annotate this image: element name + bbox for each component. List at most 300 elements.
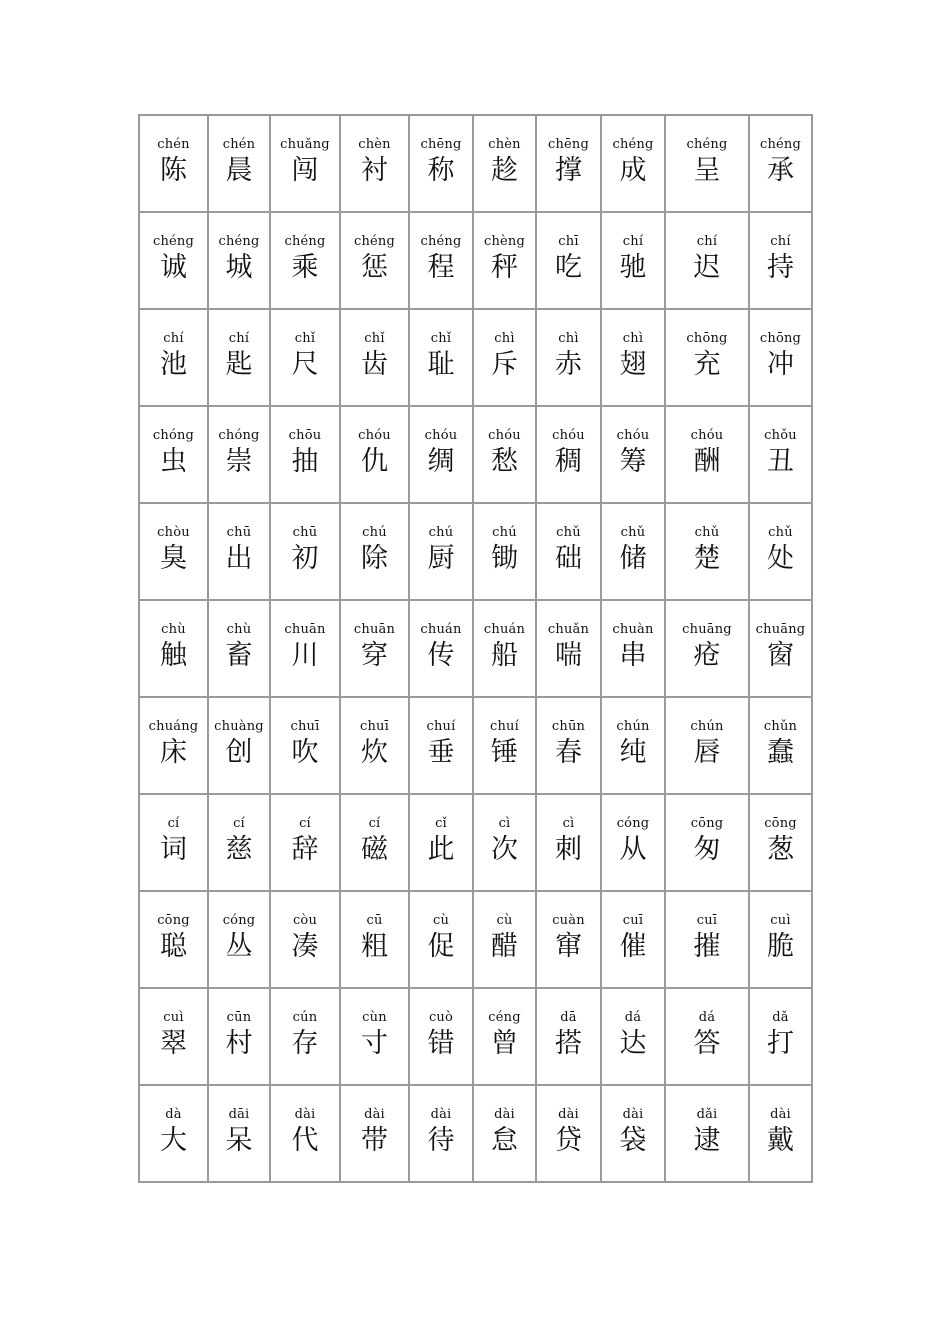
pinyin-label: chù <box>161 622 186 637</box>
hanzi-character: 唇 <box>693 737 721 768</box>
grid-row <box>139 309 812 406</box>
pinyin-label: chōng <box>686 331 728 346</box>
hanzi-character: 脆 <box>767 931 794 962</box>
hanzi-character: 词 <box>160 834 187 865</box>
character-cell <box>208 794 270 891</box>
character-cell <box>665 600 749 697</box>
character-cell <box>340 697 409 794</box>
pinyin-label: dà <box>165 1107 182 1122</box>
pinyin-label: dá <box>698 1010 716 1025</box>
character-cell <box>270 503 340 600</box>
pinyin-label: dā <box>560 1010 577 1025</box>
hanzi-character: 窜 <box>555 931 582 962</box>
character-cell <box>208 309 270 406</box>
hanzi-character: 斥 <box>491 349 518 380</box>
character-cell <box>139 406 208 503</box>
pinyin-label: chōu <box>288 428 322 443</box>
pinyin-label: chèn <box>358 137 391 152</box>
hanzi-character: 翅 <box>619 349 647 380</box>
hanzi-character: 秤 <box>491 252 518 283</box>
pinyin-label: chǔ <box>694 525 720 540</box>
character-cell <box>409 406 473 503</box>
character-cell <box>340 891 409 988</box>
hanzi-character: 次 <box>491 834 518 865</box>
character-cell <box>270 988 340 1085</box>
character-cell <box>139 212 208 309</box>
character-cell <box>409 600 473 697</box>
character-cell <box>208 212 270 309</box>
character-cell <box>270 600 340 697</box>
hanzi-character: 纯 <box>619 737 647 768</box>
character-cell <box>601 115 665 212</box>
pinyin-label: chǐ <box>430 331 452 346</box>
hanzi-character: 村 <box>225 1028 253 1059</box>
character-cell <box>601 309 665 406</box>
pinyin-label: cuàn <box>552 913 585 928</box>
hanzi-character: 迟 <box>693 252 721 283</box>
hanzi-character: 带 <box>361 1125 388 1156</box>
pinyin-label: cù <box>496 913 513 928</box>
pinyin-label: dài <box>430 1107 452 1122</box>
hanzi-character: 错 <box>427 1028 455 1059</box>
grid-row <box>139 697 812 794</box>
character-cell <box>749 794 812 891</box>
grid-body <box>139 115 812 1182</box>
hanzi-character: 耻 <box>427 349 455 380</box>
pinyin-label: chèng <box>483 234 526 249</box>
character-cell <box>473 600 536 697</box>
character-cell <box>536 115 601 212</box>
pinyin-label: chōng <box>759 331 802 346</box>
hanzi-character: 吹 <box>291 737 319 768</box>
pinyin-label: céng <box>488 1010 521 1025</box>
hanzi-character: 催 <box>619 931 647 962</box>
hanzi-character: 春 <box>555 737 582 768</box>
hanzi-character: 畜 <box>225 640 253 671</box>
hanzi-character: 寸 <box>361 1028 388 1059</box>
hanzi-character: 持 <box>767 252 794 283</box>
character-cell <box>340 503 409 600</box>
hanzi-character: 醋 <box>491 931 518 962</box>
character-cell <box>665 1085 749 1182</box>
pinyin-label: chuān <box>353 622 396 637</box>
hanzi-character: 达 <box>619 1028 647 1059</box>
character-cell <box>409 503 473 600</box>
hanzi-character: 酬 <box>693 446 721 477</box>
grid-row <box>139 1085 812 1182</box>
grid-row <box>139 794 812 891</box>
character-cell <box>749 600 812 697</box>
hanzi-character: 待 <box>427 1125 455 1156</box>
hanzi-character: 此 <box>427 834 455 865</box>
hanzi-character: 初 <box>291 543 319 574</box>
pinyin-label: cuò <box>428 1010 454 1025</box>
hanzi-character: 打 <box>767 1028 794 1059</box>
character-cell <box>749 309 812 406</box>
character-cell <box>208 988 270 1085</box>
hanzi-character: 崇 <box>225 446 253 477</box>
hanzi-character: 尺 <box>291 349 319 380</box>
pinyin-label: chóu <box>488 428 521 443</box>
pinyin-label: cūn <box>226 1010 252 1025</box>
character-cell <box>665 115 749 212</box>
hanzi-character: 船 <box>491 640 518 671</box>
character-cell <box>473 309 536 406</box>
character-cell <box>208 115 270 212</box>
pinyin-label: chí <box>228 331 250 346</box>
hanzi-character: 慈 <box>225 834 253 865</box>
character-cell <box>473 406 536 503</box>
character-cell <box>139 988 208 1085</box>
pinyin-label: cōng <box>157 913 190 928</box>
character-cell <box>601 1085 665 1182</box>
hanzi-character: 稠 <box>555 446 582 477</box>
character-cell <box>340 794 409 891</box>
pinyin-label: chǒu <box>764 428 797 443</box>
hanzi-character: 臭 <box>160 543 187 574</box>
pinyin-label: chǔ <box>768 525 793 540</box>
hanzi-character: 葱 <box>767 834 794 865</box>
pinyin-label: chēng <box>420 137 462 152</box>
hanzi-character: 成 <box>619 155 647 186</box>
hanzi-character: 赤 <box>555 349 582 380</box>
hanzi-character: 城 <box>225 252 253 283</box>
hanzi-character: 贷 <box>555 1125 582 1156</box>
character-cell <box>749 891 812 988</box>
pinyin-label: dài <box>294 1107 316 1122</box>
pinyin-label: chú <box>428 525 454 540</box>
character-cell <box>340 309 409 406</box>
character-cell <box>665 891 749 988</box>
character-cell <box>665 406 749 503</box>
pinyin-label: chú <box>492 525 517 540</box>
hanzi-character: 疮 <box>693 640 721 671</box>
pinyin-label: chún <box>616 719 650 734</box>
character-cell <box>749 115 812 212</box>
hanzi-character: 匆 <box>693 834 721 865</box>
character-cell <box>601 891 665 988</box>
pinyin-label: chóng <box>152 428 195 443</box>
hanzi-character: 存 <box>291 1028 319 1059</box>
character-cell <box>536 891 601 988</box>
pinyin-label: chéng <box>284 234 326 249</box>
pinyin-label: chuí <box>426 719 456 734</box>
character-cell <box>270 115 340 212</box>
pinyin-label: chūn <box>551 719 586 734</box>
pinyin-label: dá <box>624 1010 642 1025</box>
pinyin-label: chuán <box>483 622 526 637</box>
character-cell <box>601 988 665 1085</box>
character-cell <box>536 503 601 600</box>
hanzi-character: 聪 <box>160 931 187 962</box>
pinyin-label: cù <box>432 913 450 928</box>
character-cell <box>139 1085 208 1182</box>
hanzi-character: 丑 <box>767 446 794 477</box>
character-cell <box>409 697 473 794</box>
pinyin-label: cì <box>498 816 511 831</box>
grid-row <box>139 212 812 309</box>
hanzi-character: 炊 <box>361 737 388 768</box>
character-cell <box>270 1085 340 1182</box>
hanzi-character: 晨 <box>225 155 253 186</box>
hanzi-character: 绸 <box>427 446 455 477</box>
pinyin-label: cǐ <box>435 816 447 831</box>
character-cell <box>270 406 340 503</box>
hanzi-character: 呈 <box>693 155 721 186</box>
pinyin-label: chún <box>690 719 724 734</box>
pinyin-label: chuàng <box>214 719 264 734</box>
character-cell <box>409 1085 473 1182</box>
character-cell <box>473 794 536 891</box>
hanzi-character: 喘 <box>555 640 582 671</box>
character-cell <box>473 697 536 794</box>
character-cell <box>409 891 473 988</box>
character-cell <box>139 309 208 406</box>
pinyin-label: chén <box>222 137 256 152</box>
pinyin-label: chū <box>226 525 252 540</box>
pinyin-label: chuáng <box>148 719 199 734</box>
grid-row <box>139 988 812 1085</box>
character-cell <box>473 1085 536 1182</box>
pinyin-label: chéng <box>686 137 728 152</box>
character-cell <box>665 212 749 309</box>
pinyin-label: chóu <box>552 428 585 443</box>
character-cell <box>409 115 473 212</box>
hanzi-character: 答 <box>693 1028 721 1059</box>
hanzi-character: 趁 <box>491 155 518 186</box>
pinyin-label: chǔn <box>763 719 798 734</box>
hanzi-character: 曾 <box>491 1028 518 1059</box>
pinyin-label: cuī <box>622 913 644 928</box>
hanzi-character: 逮 <box>693 1125 721 1156</box>
pinyin-label: chuǎn <box>547 622 590 637</box>
pinyin-label: chí <box>770 234 791 249</box>
hanzi-character: 从 <box>619 834 647 865</box>
pinyin-label: chóu <box>424 428 458 443</box>
pinyin-label: chuǎng <box>280 137 330 152</box>
hanzi-character: 称 <box>427 155 455 186</box>
pinyin-label: cí <box>167 816 180 831</box>
hanzi-character: 出 <box>225 543 253 574</box>
hanzi-character: 厨 <box>427 543 455 574</box>
hanzi-character: 粗 <box>361 931 388 962</box>
character-cell <box>601 794 665 891</box>
character-cell <box>270 212 340 309</box>
hanzi-character: 创 <box>225 737 253 768</box>
character-cell <box>473 891 536 988</box>
pinyin-label: chéng <box>759 137 802 152</box>
character-cell <box>536 697 601 794</box>
hanzi-character: 促 <box>427 931 455 962</box>
pinyin-label: chì <box>558 331 579 346</box>
character-cell <box>270 309 340 406</box>
character-cell <box>749 503 812 600</box>
pinyin-label: chuí <box>490 719 519 734</box>
pinyin-label: chuān <box>284 622 326 637</box>
pinyin-label: chuán <box>420 622 462 637</box>
character-cell <box>270 697 340 794</box>
hanzi-character: 翠 <box>160 1028 187 1059</box>
hanzi-character: 凑 <box>291 931 319 962</box>
character-cell <box>473 212 536 309</box>
pinyin-label: cùn <box>362 1010 387 1025</box>
character-cell <box>665 309 749 406</box>
character-cell <box>208 406 270 503</box>
character-cell <box>749 1085 812 1182</box>
hanzi-character: 川 <box>291 640 319 671</box>
hanzi-character: 辞 <box>291 834 319 865</box>
pinyin-label: cuī <box>696 913 718 928</box>
grid-row <box>139 406 812 503</box>
character-cell <box>473 988 536 1085</box>
hanzi-character: 承 <box>767 155 794 186</box>
pinyin-label: chuī <box>360 719 389 734</box>
character-cell <box>409 309 473 406</box>
pinyin-label: chú <box>362 525 387 540</box>
hanzi-character: 除 <box>361 543 388 574</box>
grid-row <box>139 503 812 600</box>
hanzi-character: 垂 <box>427 737 455 768</box>
character-cell <box>139 115 208 212</box>
hanzi-character: 穿 <box>361 640 388 671</box>
character-cell <box>340 212 409 309</box>
hanzi-character: 愁 <box>491 446 518 477</box>
pinyin-label: chuāng <box>682 622 732 637</box>
hanzi-character: 虫 <box>160 446 187 477</box>
pinyin-label: chéng <box>612 137 654 152</box>
grid-row <box>139 600 812 697</box>
hanzi-character: 程 <box>427 252 455 283</box>
pinyin-label: cōng <box>690 816 724 831</box>
character-cell <box>340 406 409 503</box>
pinyin-label: chéng <box>353 234 396 249</box>
pinyin-label: chóu <box>616 428 650 443</box>
hanzi-character: 陈 <box>160 155 187 186</box>
pinyin-label: cì <box>562 816 575 831</box>
pinyin-label: dài <box>558 1107 579 1122</box>
character-cell <box>536 1085 601 1182</box>
pinyin-label: chù <box>226 622 252 637</box>
character-cell <box>536 309 601 406</box>
pinyin-label: dài <box>364 1107 385 1122</box>
pinyin-label: chí <box>696 234 718 249</box>
character-cell <box>601 697 665 794</box>
hanzi-character: 呆 <box>225 1125 253 1156</box>
pinyin-label: chǐ <box>364 331 385 346</box>
character-cell <box>139 697 208 794</box>
character-cell <box>665 503 749 600</box>
pinyin-label: chóng <box>218 428 260 443</box>
pinyin-character-grid <box>138 114 813 1183</box>
pinyin-label: chū <box>292 525 318 540</box>
character-cell <box>208 697 270 794</box>
hanzi-character: 大 <box>160 1125 187 1156</box>
character-cell <box>340 1085 409 1182</box>
hanzi-character: 础 <box>555 543 582 574</box>
pinyin-label: dài <box>622 1107 644 1122</box>
hanzi-character: 摧 <box>693 931 721 962</box>
character-cell <box>665 794 749 891</box>
character-cell <box>208 891 270 988</box>
hanzi-character: 锤 <box>491 737 518 768</box>
pinyin-label: chén <box>157 137 190 152</box>
hanzi-character: 撑 <box>555 155 582 186</box>
pinyin-label: chòu <box>157 525 190 540</box>
hanzi-character: 吃 <box>555 252 582 283</box>
hanzi-character: 储 <box>619 543 647 574</box>
character-cell <box>340 115 409 212</box>
hanzi-character: 衬 <box>361 155 388 186</box>
hanzi-character: 池 <box>160 349 187 380</box>
pinyin-label: cún <box>292 1010 318 1025</box>
grid-row <box>139 891 812 988</box>
hanzi-character: 仇 <box>361 446 388 477</box>
pinyin-label: dǎi <box>696 1107 718 1122</box>
pinyin-label: chéng <box>218 234 260 249</box>
hanzi-character: 处 <box>767 543 794 574</box>
hanzi-character: 抽 <box>291 446 319 477</box>
hanzi-character: 袋 <box>619 1125 647 1156</box>
character-cell <box>536 794 601 891</box>
hanzi-character: 窗 <box>767 640 794 671</box>
character-cell <box>208 503 270 600</box>
pinyin-label: dǎ <box>772 1010 789 1025</box>
hanzi-character: 匙 <box>225 349 253 380</box>
pinyin-label: dāi <box>228 1107 250 1122</box>
character-cell <box>340 988 409 1085</box>
character-cell <box>601 503 665 600</box>
character-cell <box>536 600 601 697</box>
character-cell <box>139 891 208 988</box>
hanzi-character: 触 <box>160 640 187 671</box>
hanzi-character: 充 <box>693 349 721 380</box>
pinyin-label: cuì <box>163 1010 184 1025</box>
character-cell <box>409 212 473 309</box>
pinyin-label: chéng <box>420 234 462 249</box>
character-cell <box>749 988 812 1085</box>
character-cell <box>208 1085 270 1182</box>
pinyin-label: cóng <box>222 913 256 928</box>
pinyin-label: chuī <box>290 719 320 734</box>
pinyin-label: chí <box>622 234 644 249</box>
character-cell <box>139 503 208 600</box>
character-cell <box>665 988 749 1085</box>
hanzi-character: 冲 <box>767 349 794 380</box>
pinyin-label: cí <box>299 816 311 831</box>
character-cell <box>340 600 409 697</box>
pinyin-label: cóng <box>616 816 650 831</box>
hanzi-character: 楚 <box>693 543 721 574</box>
grid-row <box>139 115 812 212</box>
pinyin-label: chuāng <box>755 622 806 637</box>
hanzi-character: 锄 <box>491 543 518 574</box>
hanzi-character: 闯 <box>291 155 319 186</box>
hanzi-character: 床 <box>160 737 187 768</box>
pinyin-label: chǔ <box>556 525 581 540</box>
character-cell <box>601 212 665 309</box>
character-cell <box>208 600 270 697</box>
hanzi-character: 搭 <box>555 1028 582 1059</box>
hanzi-character: 串 <box>619 640 647 671</box>
hanzi-character: 惩 <box>361 252 388 283</box>
hanzi-character: 齿 <box>361 349 388 380</box>
character-cell <box>749 697 812 794</box>
character-cell <box>473 115 536 212</box>
pinyin-label: cuì <box>770 913 791 928</box>
pinyin-label: dài <box>494 1107 515 1122</box>
character-cell <box>409 794 473 891</box>
pinyin-label: chí <box>163 331 184 346</box>
